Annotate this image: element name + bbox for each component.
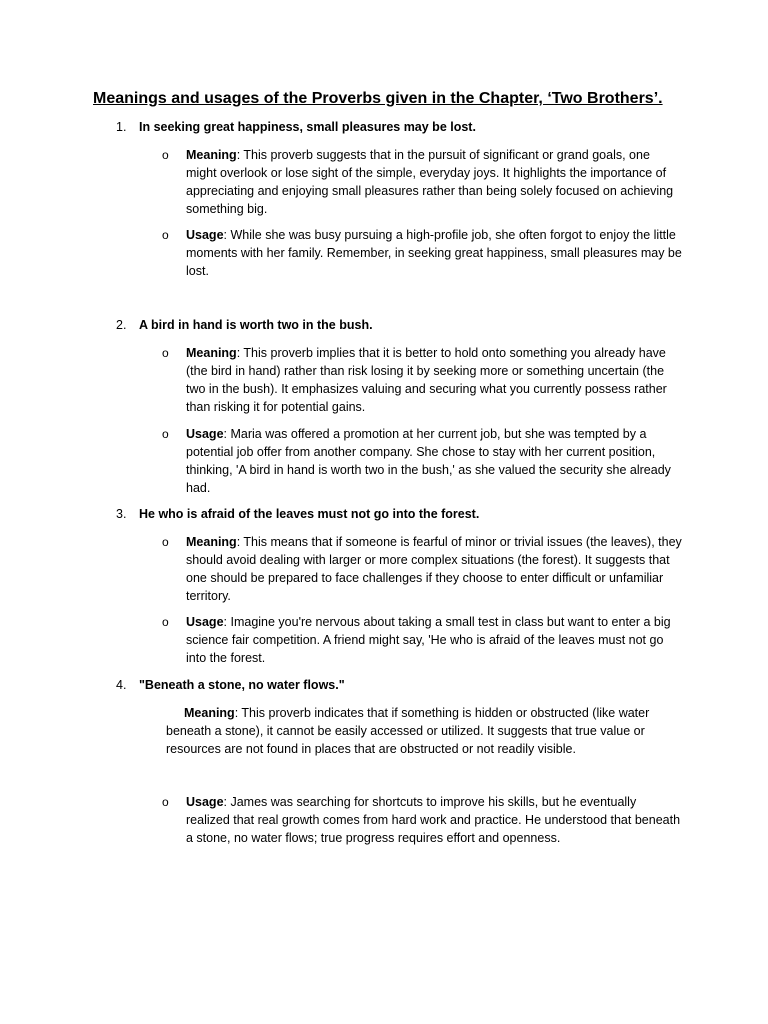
proverb-number: 1. <box>116 120 127 134</box>
meaning-paragraph-3 <box>162 533 682 605</box>
usage-text: : James was searching for shortcuts to improve his skills, but he eventually realized that real growth comes from hard work and practice. He understood that beneath a stone, no water flows; true progress requires effort and openness. <box>186 795 681 845</box>
bullet-icon: o <box>162 346 169 360</box>
usage-paragraph-1 <box>162 226 682 280</box>
meaning-label: Meaning <box>184 706 235 720</box>
bullet-icon: o <box>162 615 169 629</box>
usage-text: : Maria was offered a promotion at her current job, but she was tempted by a potential job offer from another company. She chose to stay with her current position, thinking, 'A bird in hand is worth two in the bush,' as she valued the security she already had. <box>186 427 671 495</box>
meaning-text: : This proverb suggests that in the pursuit of significant or grand goals, one might overlook or lose sight of the simple, everyday joys. It highlights the importance of appreciating and enjoying small pleasures rather than being solely focused on achieving something big. <box>186 148 674 216</box>
meaning-label: Meaning <box>186 148 237 162</box>
usage-label: Usage <box>186 427 224 441</box>
usage-text: : Imagine you're nervous about taking a small test in class but want to enter a big science fair competition. A friend might say, 'He who is afraid of the leaves must not go into the forest. <box>186 615 671 665</box>
meaning-label: Meaning <box>186 535 237 549</box>
bullet-icon: o <box>162 148 169 162</box>
meaning-paragraph-1 <box>162 146 682 218</box>
usage-label: Usage <box>186 795 224 809</box>
bullet-icon: o <box>162 795 169 809</box>
bullet-icon: o <box>162 228 169 242</box>
meaning-text: : This proverb indicates that if something is hidden or obstructed (like water beneath a stone), it cannot be easily accessed or utilized. It suggests that true value or resources are not found in places that are obstructed or not readily visible. <box>166 706 650 756</box>
usage-paragraph-2 <box>162 425 682 497</box>
proverb-number: 2. <box>116 318 127 332</box>
usage-paragraph-3 <box>162 613 682 667</box>
meaning-text: : This proverb implies that it is better to hold onto something you already have (the bird in hand) rather than risk losing it by seeking more or something uncertain (the two in the bush). It emphasizes valuing and securing what you currently possess rather than risking it for potential gains. <box>186 346 667 414</box>
proverb-number: 4. <box>116 678 127 692</box>
meaning-label: Meaning <box>186 346 237 360</box>
usage-paragraph-4 <box>162 793 682 847</box>
meaning-paragraph-4 <box>166 704 682 758</box>
proverb-text: A bird in hand is worth two in the bush. <box>139 318 373 332</box>
bullet-icon: o <box>162 535 169 549</box>
meaning-paragraph-2 <box>162 344 682 416</box>
proverb-number: 3. <box>116 507 127 521</box>
page-title: Meanings and usages of the Proverbs given in the Chapter, ‘Two Brothers’. <box>93 90 663 107</box>
proverb-text: In seeking great happiness, small pleasures may be lost. <box>139 120 476 134</box>
proverb-text: He who is afraid of the leaves must not go into the forest. <box>139 507 480 521</box>
meaning-text: : This means that if someone is fearful of minor or trivial issues (the leaves), they should avoid dealing with larger or more complex situations (the forest). It suggests that one should be prepared to face challenges if they choose to enter difficult or unfamiliar territory. <box>186 535 682 603</box>
usage-label: Usage <box>186 228 224 242</box>
usage-label: Usage <box>186 615 224 629</box>
usage-text: : While she was busy pursuing a high-profile job, she often forgot to enjoy the little moments with her family. Remember, in seeking great happiness, small pleasures may be lost. <box>186 228 682 278</box>
bullet-icon: o <box>162 427 169 441</box>
proverb-text: "Beneath a stone, no water flows." <box>139 678 345 692</box>
